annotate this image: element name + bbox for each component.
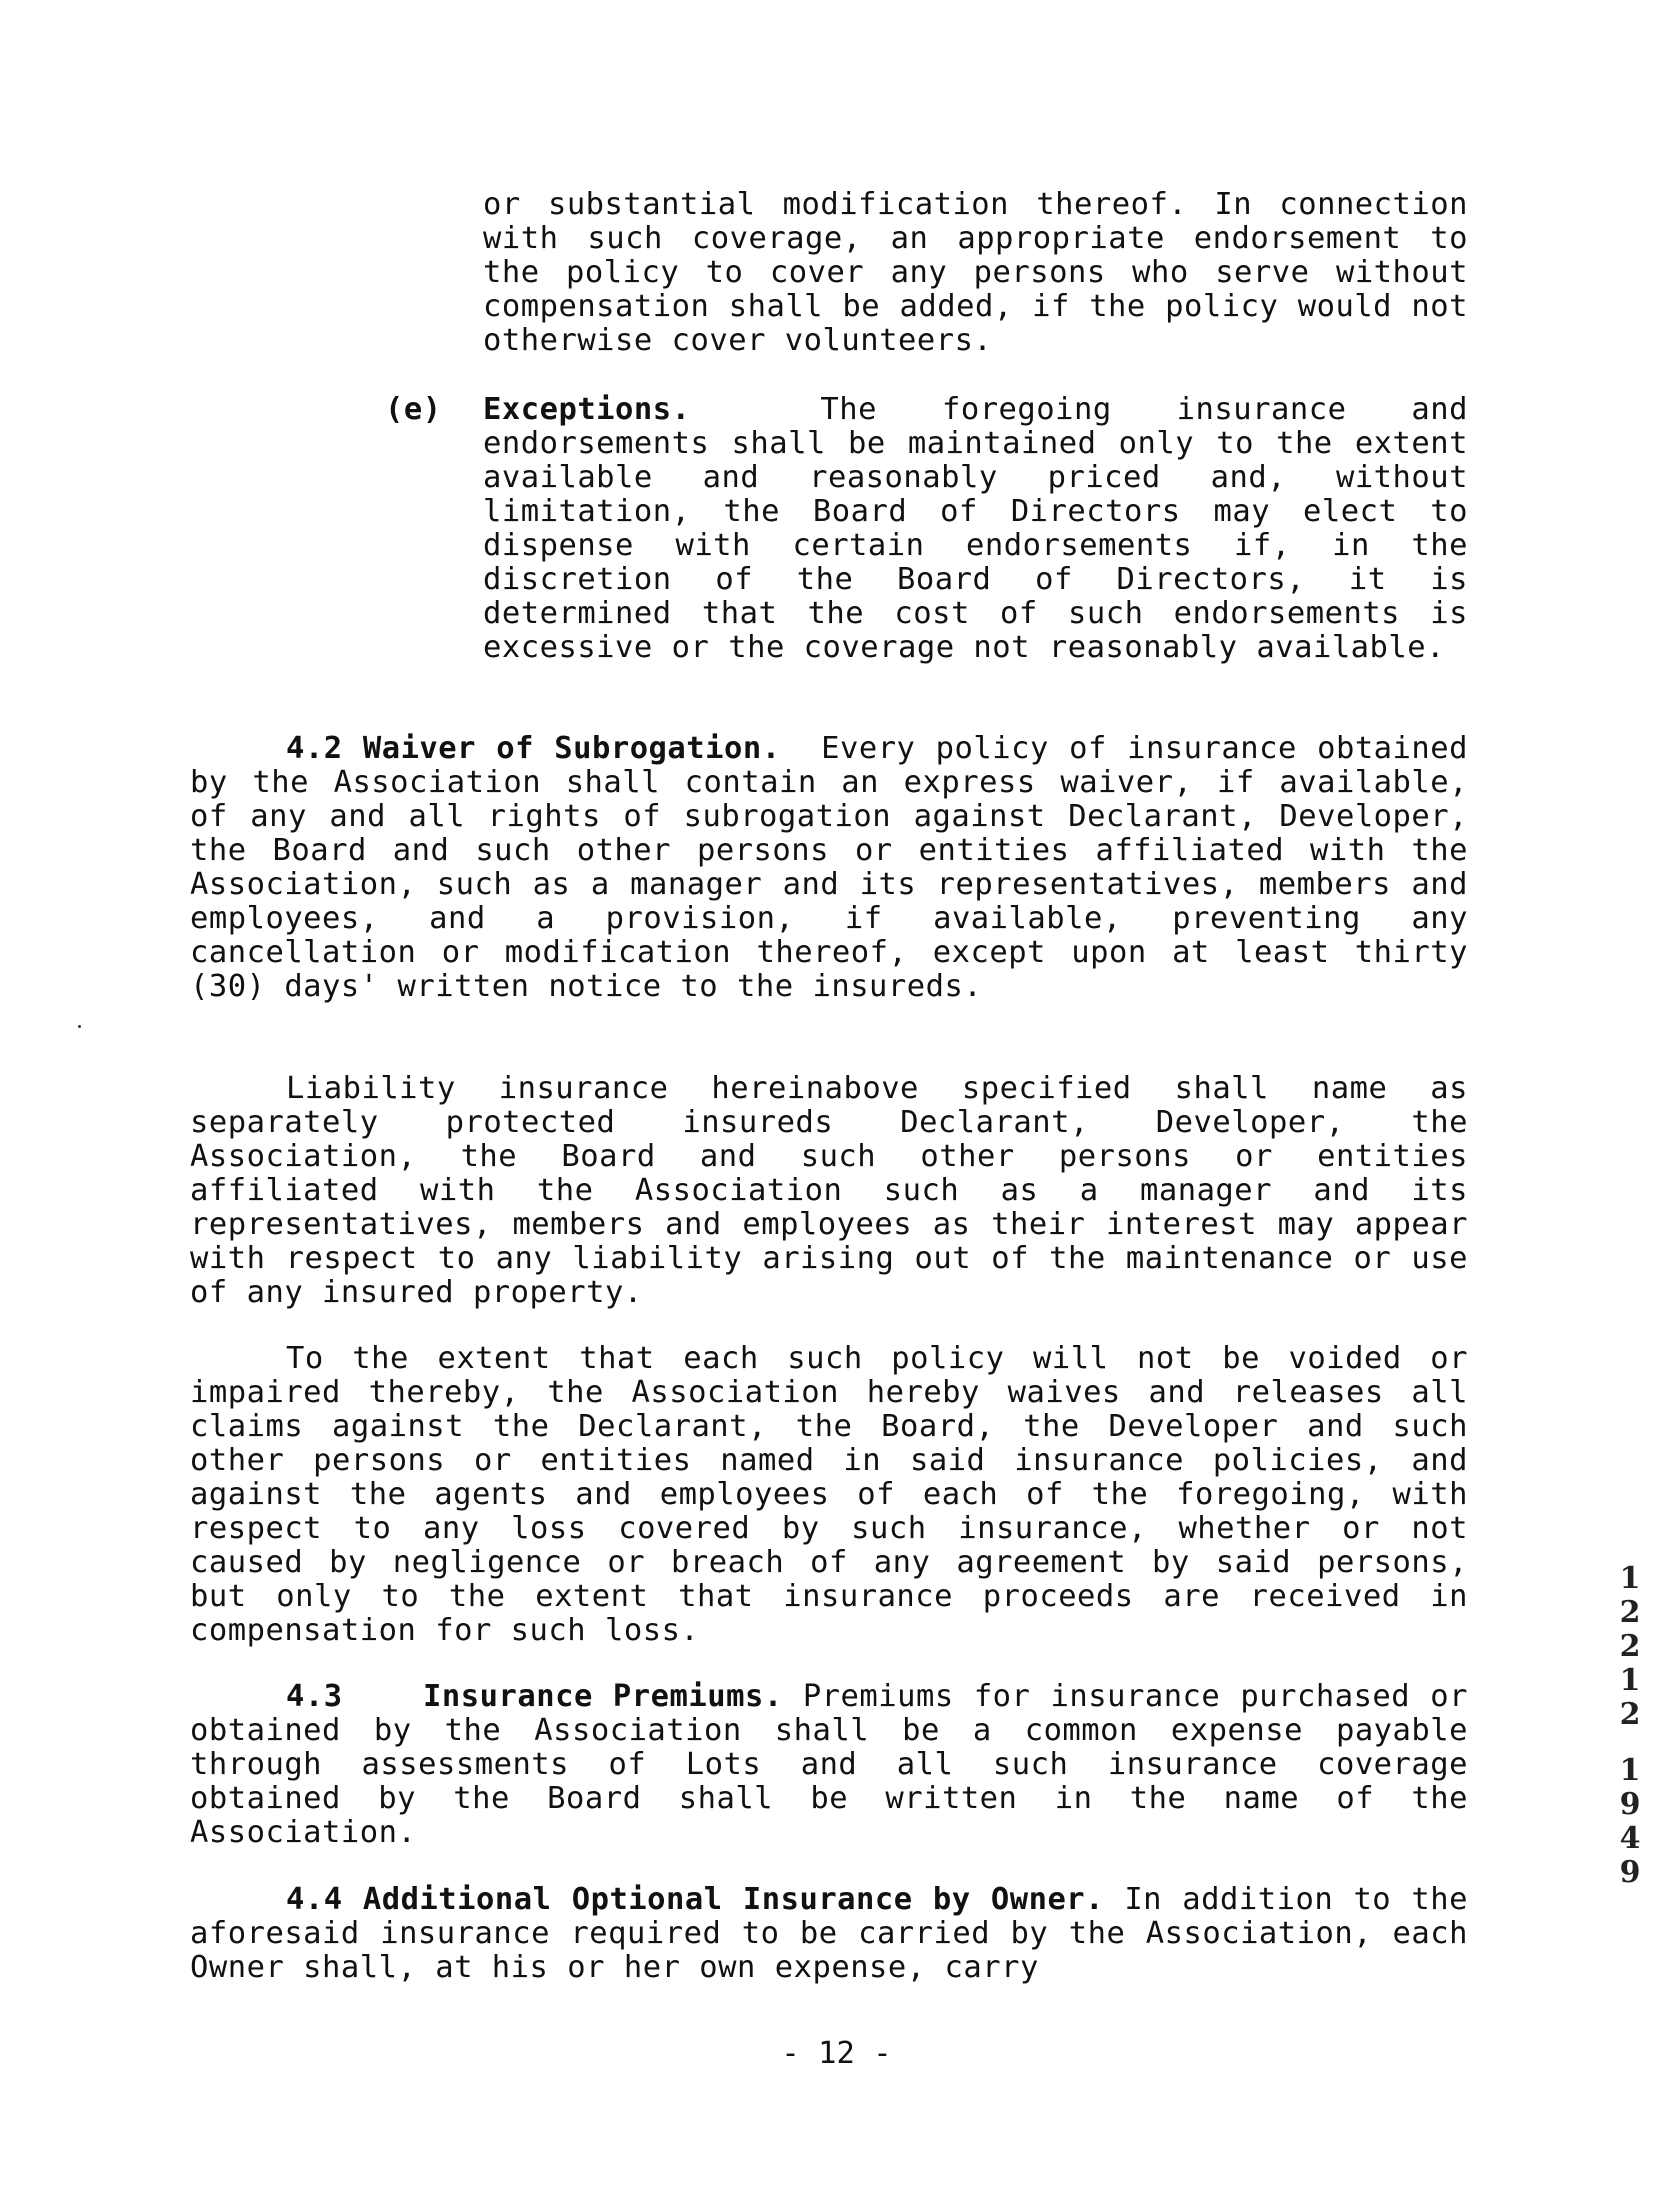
section-4-4 [190,1883,1468,1985]
section-4-2 [190,732,1468,1004]
scan-speck [78,1025,81,1028]
margin-stamp-digit: 2 [1619,1595,1641,1630]
extent-paragraph-text: To the extent that each such policy will not be voided or impaired thereby, the Association hereby waives and releases all claims against the Declarant, the Board, the Developer and such other persons or entities named in said insurance policies, and against the agents and employees of each of the foregoing, with respect to any loss covered by such insurance, whether or not caused by negligence or breach of any agreement by said persons, but only to the extent that insurance proceeds are received in compensation for such loss. [190,1341,1468,1648]
section-4-4-paragraph [190,1883,1468,1985]
continued-paragraph [483,188,1468,358]
liability-paragraph-text: Liability insurance hereinabove specified shall name as separately protected insureds Declarant, Developer, the Association, the Board and such other persons or entities affiliated with the Association such as a manager and its representatives, members and employees as their interest may appear with respect to any liability arising out of the maintenance or use of any insured property. [190,1071,1468,1310]
section-4-2-paragraph [190,732,1468,1004]
margin-stamp-digit: 9 [1619,1855,1641,1890]
exceptions-text: The foregoing insurance and endorsements shall be maintained only to the extent available and reasonably priced and, without limitation, the Board of Directors may elect to dispense with certain endorsements if, in the discretion of the Board of Directors, it is determined that the cost of such endorsements is excessive or the coverage not reasonably available. [483,392,1468,665]
liability-paragraph-body [190,1072,1468,1310]
margin-stamp-digit: 1 [1619,1561,1641,1596]
margin-stamp-digit: 1 [1619,1663,1641,1698]
section-4-2-heading: 4.2 Waiver of Subrogation. [286,731,781,766]
section-4-3-number: 4.3 [286,1679,343,1714]
extent-paragraph-body [190,1342,1468,1648]
extent-paragraph [190,1342,1468,1648]
exceptions-heading: Exceptions. [483,392,691,427]
exceptions-body [483,393,1468,665]
section-4-4-heading: 4.4 Additional Optional Insurance by Owner. [286,1882,1105,1917]
section-4-3-text: Premiums for insurance purchased or obtained by the Association shall be a common expense payable through assessments of Lots and all such insurance coverage obtained by the Board shall be written in the name of the Association. [190,1679,1468,1850]
continued-paragraph-text: or substantial modification thereof. In connection with such coverage, an appropriate endorsement to the policy to cover any persons who serve without compensation shall be added, if the policy would not otherwise cover volunteers. [483,187,1468,358]
exceptions-subsection [385,393,1468,665]
margin-stamp-digit: 4 [1619,1821,1641,1856]
section-4-3-paragraph [190,1680,1468,1850]
margin-stamp-digit: 2 [1619,1629,1641,1664]
subsection-marker: (e) [385,392,442,427]
margin-stamp-digit: 2 [1619,1697,1641,1732]
liability-paragraph [190,1072,1468,1310]
margin-stamp-digit: 1 [1619,1753,1641,1788]
page-number: - 12 - [781,2036,892,2071]
section-4-2-text: Every policy of insurance obtained by the Association shall contain an express waiver, if available, of any and all rights of subrogation against Declarant, Developer, the Board and such other persons or entities affiliated with the Association, such as a manager and its representatives, members and employees, and a provision, if available, preventing any cancellation or modification thereof, except upon at least thirty (30) days' written notice to the insureds. [190,731,1468,1004]
margin-stamp-digit: 9 [1619,1787,1641,1822]
margin-stamp [1610,1562,1650,1890]
section-4-3-heading: Insurance Premiums. [423,1679,783,1714]
section-4-3 [190,1680,1468,1850]
section-4-4-text: In addition to the aforesaid insurance required to be carried by the Association, each Owner shall, at his or her own expense, carry [190,1882,1469,1985]
